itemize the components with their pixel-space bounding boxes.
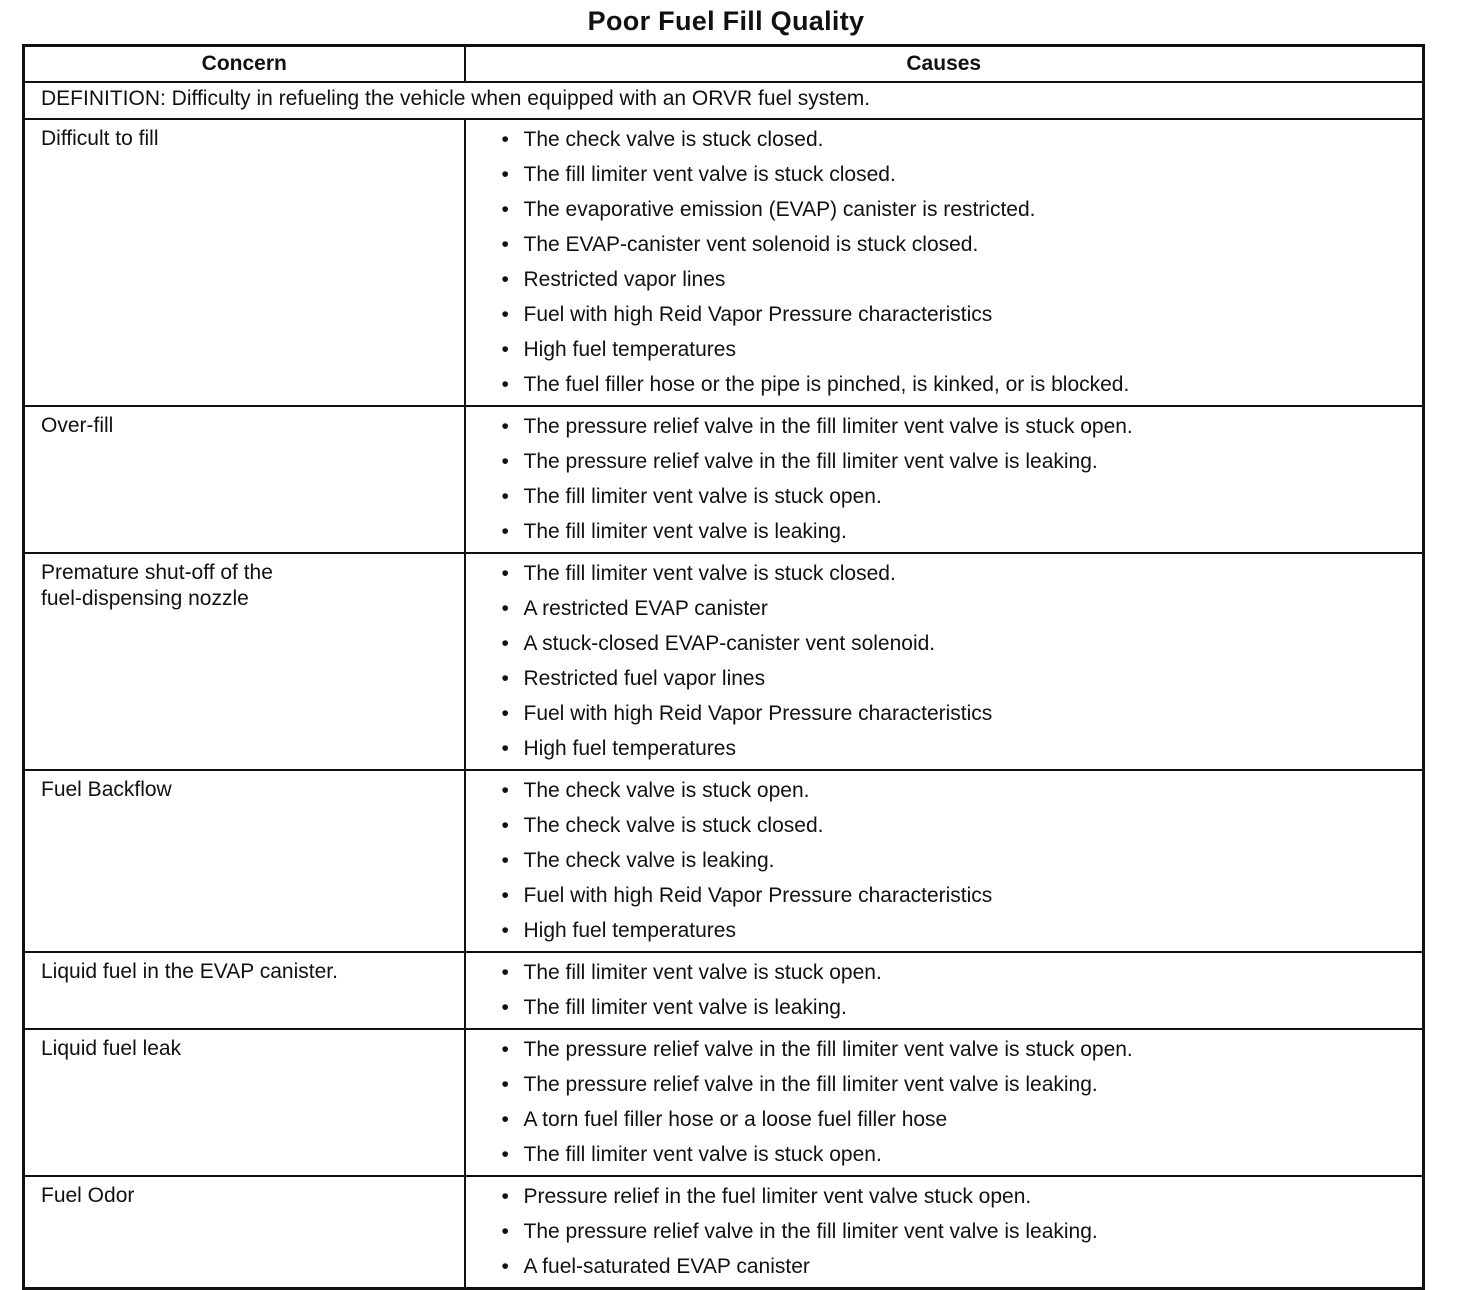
concern-cell: Difficult to fill xyxy=(24,119,465,406)
cause-item: • The EVAP-canister vent solenoid is stuck closed. xyxy=(498,228,1423,263)
cause-item: • The evaporative emission (EVAP) canister is restricted. xyxy=(498,193,1423,228)
cause-item: • The pressure relief valve in the fill limiter vent valve is stuck open. xyxy=(498,410,1423,445)
cause-item: • The pressure relief valve in the fill limiter vent valve is stuck open. xyxy=(498,1033,1423,1068)
cause-item: • The fill limiter vent valve is stuck closed. xyxy=(498,158,1423,193)
concern-cell: Liquid fuel leak xyxy=(24,1029,465,1176)
definition-text: DEFINITION: Difficulty in refueling the vehicle when equipped with an ORVR fuel system. xyxy=(24,82,1424,119)
header-row xyxy=(24,46,1424,83)
table-row xyxy=(24,119,1424,406)
causes-cell xyxy=(465,553,1424,770)
causes-cell xyxy=(465,1176,1424,1289)
cause-item: • High fuel temperatures xyxy=(498,914,1423,949)
table-row xyxy=(24,406,1424,553)
cause-item: • A stuck-closed EVAP-canister vent solenoid. xyxy=(498,627,1423,662)
cause-item: • The fill limiter vent valve is stuck closed. xyxy=(498,557,1423,592)
concern-cell: Over-fill xyxy=(24,406,465,553)
causes-header: Causes xyxy=(465,46,1424,83)
cause-item: • Fuel with high Reid Vapor Pressure characteristics xyxy=(498,697,1423,732)
causes-cell xyxy=(465,119,1424,406)
table-row xyxy=(24,1176,1424,1289)
cause-item: • Pressure relief in the fuel limiter vent valve stuck open. xyxy=(498,1180,1423,1215)
causes-list xyxy=(466,1030,1423,1175)
table-row xyxy=(24,553,1424,770)
cause-item: • Fuel with high Reid Vapor Pressure characteristics xyxy=(498,879,1423,914)
cause-item: • The pressure relief valve in the fill limiter vent valve is leaking. xyxy=(498,1215,1423,1250)
cause-item: • A restricted EVAP canister xyxy=(498,592,1423,627)
cause-item: • The check valve is stuck closed. xyxy=(498,123,1423,158)
cause-item: • The pressure relief valve in the fill limiter vent valve is leaking. xyxy=(498,1068,1423,1103)
cause-item: • The check valve is leaking. xyxy=(498,844,1423,879)
cause-item: • Restricted fuel vapor lines xyxy=(498,662,1423,697)
definition-row xyxy=(24,82,1424,119)
cause-item: • The fill limiter vent valve is stuck open. xyxy=(498,1138,1423,1173)
concern-cell: Liquid fuel in the EVAP canister. xyxy=(24,952,465,1029)
cause-item: • The fill limiter vent valve is leaking. xyxy=(498,515,1423,550)
causes-cell xyxy=(465,770,1424,952)
causes-list xyxy=(466,953,1423,1028)
cause-item: • High fuel temperatures xyxy=(498,732,1423,767)
causes-list xyxy=(466,554,1423,769)
causes-cell xyxy=(465,1029,1424,1176)
cause-item: • The fill limiter vent valve is stuck open. xyxy=(498,480,1423,515)
causes-list xyxy=(466,1177,1423,1287)
fuel-fill-table xyxy=(22,44,1425,1290)
cause-item: • A fuel-saturated EVAP canister xyxy=(498,1250,1423,1285)
cause-item: • The check valve is stuck closed. xyxy=(498,809,1423,844)
table-row xyxy=(24,770,1424,952)
cause-item: • Restricted vapor lines xyxy=(498,263,1423,298)
cause-item: • The fuel filler hose or the pipe is pinched, is kinked, or is blocked. xyxy=(498,368,1423,403)
causes-cell xyxy=(465,952,1424,1029)
page-title: Poor Fuel Fill Quality xyxy=(587,6,865,36)
cause-item: • High fuel temperatures xyxy=(498,333,1423,368)
concern-header: Concern xyxy=(24,46,465,83)
cause-item: • Fuel with high Reid Vapor Pressure characteristics xyxy=(498,298,1423,333)
concern-cell: Fuel Backflow xyxy=(24,770,465,952)
cause-item: • A torn fuel filler hose or a loose fuel filler hose xyxy=(498,1103,1423,1138)
causes-list xyxy=(466,771,1423,951)
cause-item: • The fill limiter vent valve is stuck open. xyxy=(498,956,1423,991)
causes-cell xyxy=(465,406,1424,553)
cause-item: • The check valve is stuck open. xyxy=(498,774,1423,809)
cause-item: • The pressure relief valve in the fill limiter vent valve is leaking. xyxy=(498,445,1423,480)
causes-list xyxy=(466,407,1423,552)
cause-item: • The fill limiter vent valve is leaking. xyxy=(498,991,1423,1026)
causes-list xyxy=(466,120,1423,405)
table-row xyxy=(24,1029,1424,1176)
table-row xyxy=(24,952,1424,1029)
concern-cell: Premature shut-off of the fuel-dispensing nozzle xyxy=(24,553,465,770)
concern-cell: Fuel Odor xyxy=(24,1176,465,1289)
